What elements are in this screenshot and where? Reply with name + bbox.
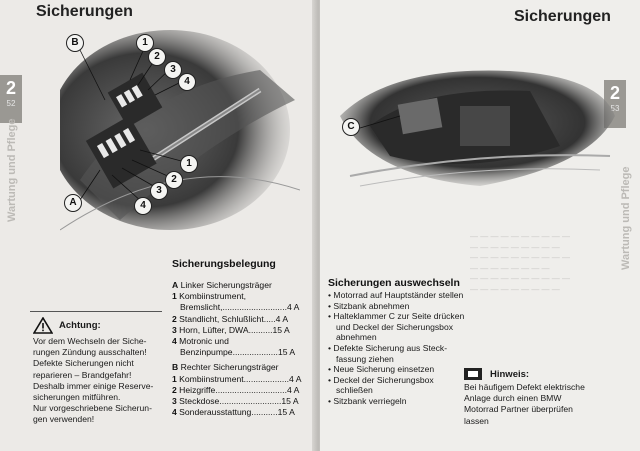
side-label: Wartung und Pflege — [620, 166, 632, 270]
fuse-row: 3 Steckdose..........................15 A — [172, 396, 299, 407]
warning-triangle-icon — [33, 317, 53, 334]
warning-title: Achtung: — [59, 320, 101, 331]
fuse-row: 4 Motronic und — [172, 336, 229, 347]
fuse-assignment-list — [172, 280, 306, 422]
fuse-row: 4 Sonderausstattung...........15 A — [172, 407, 295, 418]
warning-box — [33, 317, 161, 426]
left-page-header: Sicherungen — [36, 3, 133, 20]
carrier-b: B Rechter Sicherungsträger 1 Kombiinstrument...................4 A 2 Heizgriffe..............................4 A 3 Steckdose..........................15 A 4 Sonderausstattung...........15 A — [172, 362, 306, 418]
callout-4-bottom: 4 — [134, 197, 152, 215]
callout-1-bottom: 1 — [180, 155, 198, 173]
hint-text: Bei häufigem Defekt elektrische Anlage durch einen BMW Motorrad Partner überprüfen lassen — [464, 382, 585, 426]
callout-c: C — [342, 118, 360, 136]
fuse-row: 1 Kombiinstrument...................4 A — [172, 373, 302, 384]
callout-4-top: 4 — [178, 73, 196, 91]
carrier-a: A Linker Sicherungsträger 1 Kombiinstrument, Bremslicht,...........................4 A 2 Standlicht, Schlußlicht.....4 A 3 Horn, Lüfter, DWA..........15 A 4 Motronic und Benzinpumpe...................15 A — [172, 280, 306, 358]
list-item: • Defekte Sicherung aus Steck-fassung ziehen — [328, 342, 448, 364]
warning-text: Vor dem Wechseln der Siche- rungen Zündung ausschalten! Defekte Sicherungen nicht reparieren – Brandgefahr! Deshalb immer einige Reserve- sicherungen mitführen. Nur vorgeschriebene Sicherun- gen verwenden! — [33, 336, 154, 425]
list-item: • Sitzbank abnehmen — [328, 300, 410, 311]
page-number: 52 — [6, 99, 16, 108]
chapter-number: 2 — [5, 78, 16, 98]
warning-divider — [30, 311, 162, 312]
list-item: • Neue Sicherung einsetzen — [328, 364, 435, 375]
list-item: • Deckel der Sicherungsbox schließen — [328, 374, 434, 396]
list-item: • Sitzbank verriegeln — [328, 395, 407, 406]
side-label: Wartung und Pflege — [6, 118, 18, 222]
hint-title: Hinweis: — [490, 368, 530, 380]
right-page-header: Sicherungen — [514, 8, 611, 25]
callout-2-bottom: 2 — [165, 171, 183, 189]
fuse-carrier-photo — [60, 30, 300, 240]
bleed-through-text: — — — — — — — — — — — — — — — — — — — — — — — — — — — — — — — — — — — — — — — — — — — — — — — — — — — — — — — — — [470, 232, 571, 294]
list-item: • Halteklammer C zur Seite drücken und Deckel der Sicherungsbox abnehmen — [328, 311, 465, 343]
fuse-row: Benzinpumpe...................15 A — [180, 347, 296, 358]
replace-fuses-title: Sicherungen auswechseln — [328, 277, 460, 289]
callout-2-top: 2 — [148, 48, 166, 66]
fuse-row: 3 Horn, Lüfter, DWA..........15 A — [172, 324, 290, 335]
callout-3-top: 3 — [164, 61, 182, 79]
page-number: 53 — [610, 104, 620, 113]
replace-steps-list — [328, 290, 468, 407]
fuse-box-photo — [330, 56, 620, 196]
fuse-row: 2 Standlicht, Schlußlicht.....4 A — [172, 313, 289, 324]
fuse-row: Bremslicht,...........................4 A — [180, 302, 300, 313]
fuse-assignment-title: Sicherungsbelegung — [172, 258, 276, 270]
chapter-tab-left — [0, 75, 22, 123]
left-page — [0, 0, 318, 451]
callout-1-top: 1 — [136, 34, 154, 52]
hint-box — [464, 368, 604, 427]
callout-3-bottom: 3 — [150, 182, 168, 200]
fuse-row: 2 Heizgriffe..............................4 A — [172, 384, 300, 395]
callout-b: B — [66, 34, 84, 52]
fuse-row: 1 Kombiinstrument, — [172, 291, 247, 302]
list-item: • Motorrad auf Hauptständer stellen — [328, 290, 464, 300]
callout-a: A — [64, 194, 82, 212]
hint-icon — [464, 368, 482, 380]
chapter-number: 2 — [609, 83, 620, 103]
